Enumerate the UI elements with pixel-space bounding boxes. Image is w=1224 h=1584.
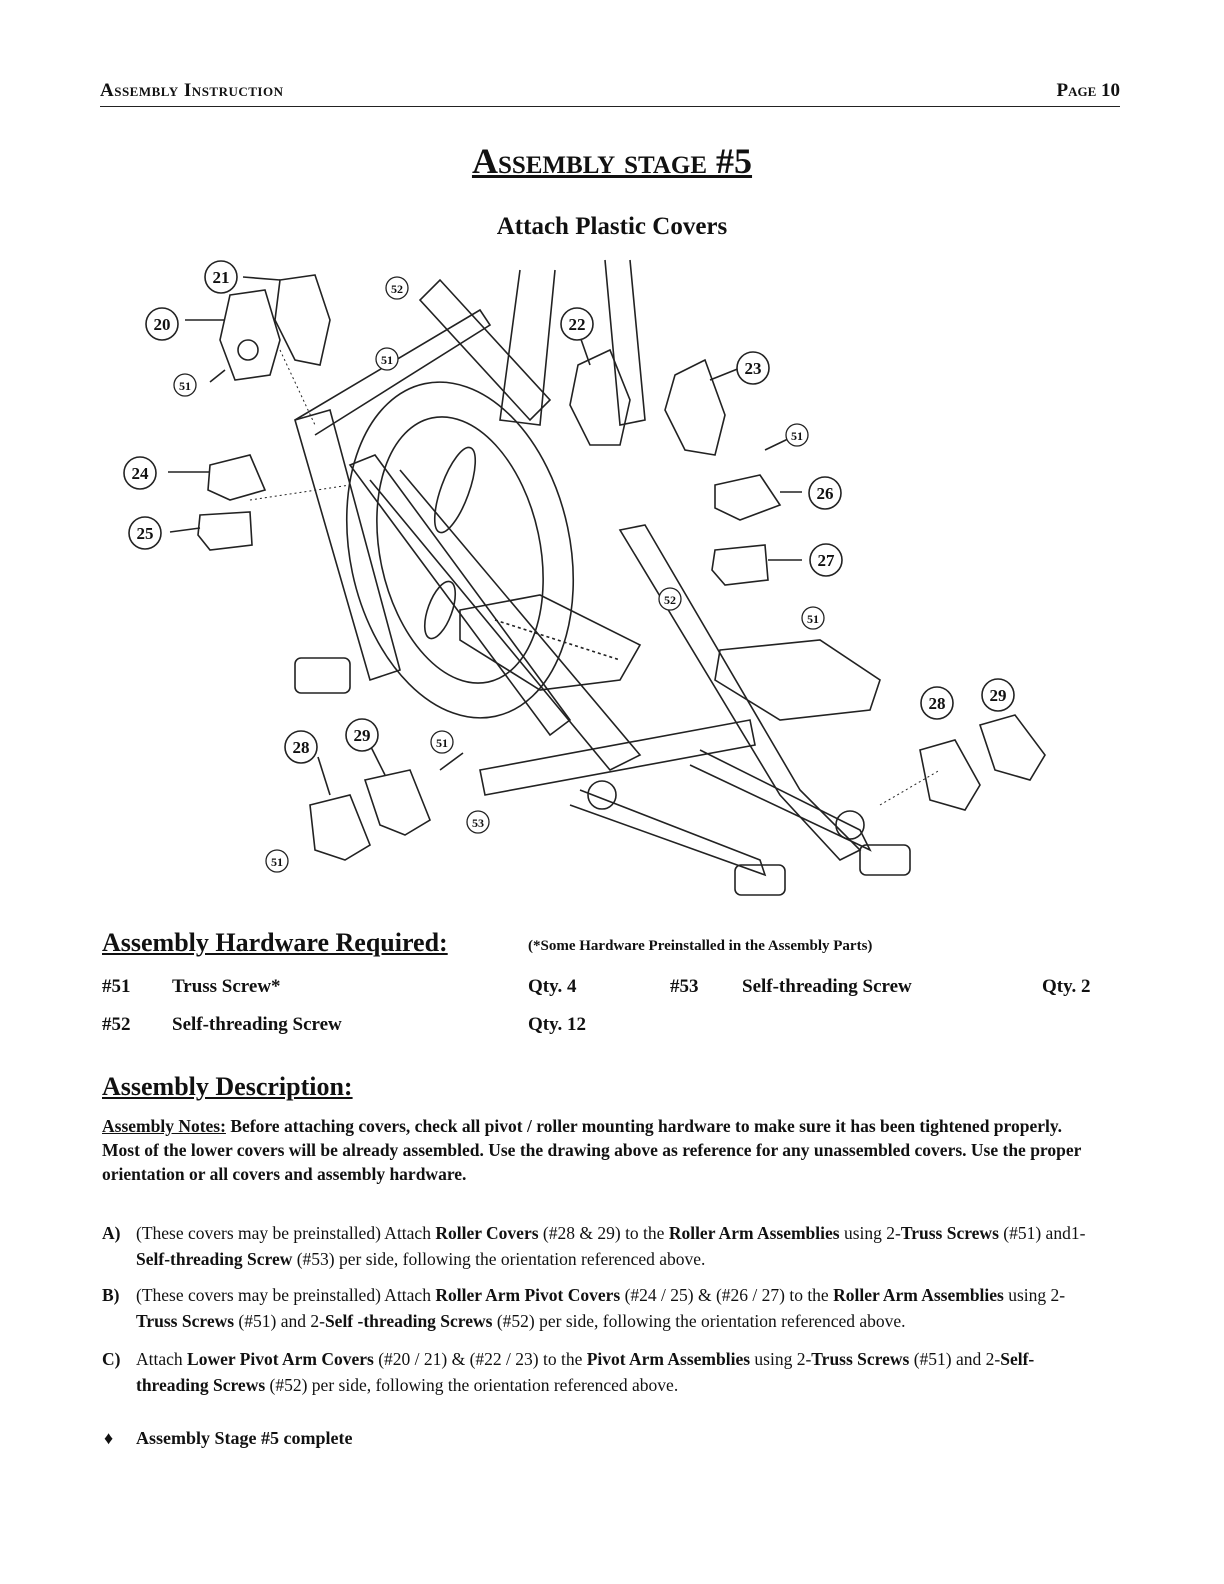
callout-51-f xyxy=(266,850,288,872)
hardware-52-name: Self-threading Screw xyxy=(172,1014,342,1035)
hardware-heading: Assembly Hardware Required: xyxy=(102,928,448,957)
assembly-notes-text: Before attaching covers, check all pivot / roller mounting hardware to make sure it has been tightened properly. Most of the lower covers will be already assembled. Use the drawing above as reference for any unassembled covers. Use the proper orientation or all covers and assembly hardware. xyxy=(102,1116,1082,1184)
cover-28-left xyxy=(310,795,370,860)
cover-21 xyxy=(275,275,330,365)
callout-53 xyxy=(467,811,489,833)
hardware-52-number: #52 xyxy=(102,1014,131,1035)
frame-upright-left xyxy=(420,280,550,420)
cover-27 xyxy=(712,545,768,585)
hardware-52-qty: Qty. 12 xyxy=(528,1014,587,1035)
cover-29-right xyxy=(980,715,1045,780)
callout-27 xyxy=(810,544,842,576)
hardware-51-name: Truss Screw* xyxy=(172,976,281,997)
hardware-53-qty: Qty. 2 xyxy=(1042,976,1091,997)
flywheel-housing xyxy=(317,361,603,739)
hardware-53-name: Self-threading Screw xyxy=(742,976,912,997)
page-header xyxy=(100,80,1120,107)
step-a xyxy=(102,1220,1102,1272)
cover-20 xyxy=(220,290,280,380)
callout-52-mid xyxy=(659,588,681,610)
frame-upright-right xyxy=(605,260,645,425)
callout-28-right xyxy=(921,687,953,719)
callout-29-left xyxy=(346,719,378,751)
callout-28-left-label: 28 xyxy=(292,738,310,757)
cover-28-right xyxy=(920,740,980,810)
callout-25-label: 25 xyxy=(136,524,154,543)
callout-28-right-label: 28 xyxy=(928,694,946,713)
cover-29-left xyxy=(365,770,430,835)
foot-left xyxy=(295,658,350,693)
callout-29-left-label: 29 xyxy=(353,726,371,745)
description-heading: Assembly Description: xyxy=(102,1072,353,1101)
hardware-note: (*Some Hardware Preinstalled in the Assembly Parts) xyxy=(528,938,873,954)
right-pedal xyxy=(715,640,880,720)
cover-24 xyxy=(208,455,265,500)
header-page-number: Page 10 xyxy=(1056,80,1120,101)
callout-20-label: 20 xyxy=(153,315,171,334)
callout-26-label: 26 xyxy=(816,484,834,503)
callout-51-e-label: 51 xyxy=(436,736,448,750)
step-c-text: Attach Lower Pivot Arm Covers (#20 / 21) & (#22 / 23) to the Pivot Arm Assemblies using 2-Truss Screws (#51) and 2-Self-threading Screws (#52) per side, following the orientation referenced above. xyxy=(136,1349,1035,1395)
diamond-bullet-icon: ♦ xyxy=(104,1428,114,1448)
callout-52-mid-label: 52 xyxy=(664,593,676,607)
callout-51-b xyxy=(174,374,196,396)
callout-21-label: 21 xyxy=(212,268,230,287)
step-b-text: (These covers may be preinstalled) Attach Roller Arm Pivot Covers (#24 / 25) & (#26 / 27) to the Roller Arm Assemblies using 2-Truss Screws (#51) and 2-Self -threading Screws (#52) per side, following the orientation referenced above. xyxy=(136,1285,1066,1331)
step-b xyxy=(102,1282,1102,1334)
callout-20 xyxy=(146,308,178,340)
page-title: Assembly stage #5 xyxy=(471,141,753,181)
callout-51-a xyxy=(376,348,398,370)
step-b-letter: B) xyxy=(102,1285,120,1305)
page-subtitle: Attach Plastic Covers xyxy=(496,213,728,240)
cover-26 xyxy=(715,475,780,520)
callout-23-label: 23 xyxy=(744,359,762,378)
callout-25 xyxy=(129,517,161,549)
stage-complete-text: Assembly Stage #5 complete xyxy=(136,1428,353,1448)
hardware-51-qty: Qty. 4 xyxy=(528,976,577,997)
step-c-letter: C) xyxy=(102,1349,121,1369)
callout-24 xyxy=(124,457,156,489)
callout-22-label: 22 xyxy=(568,315,586,334)
step-a-letter: A) xyxy=(102,1223,121,1243)
callout-26 xyxy=(809,477,841,509)
callout-53-label: 53 xyxy=(472,816,484,830)
callout-51-d xyxy=(802,607,824,629)
callout-21 xyxy=(205,261,237,293)
callout-51-c-label: 51 xyxy=(791,429,803,443)
hardware-53-number: #53 xyxy=(670,976,699,997)
callout-51-b-label: 51 xyxy=(179,379,191,393)
callout-51-a-label: 51 xyxy=(381,353,393,367)
cover-22 xyxy=(570,350,630,445)
callout-52-top xyxy=(386,277,408,299)
step-a-text: (These covers may be preinstalled) Attach Roller Covers (#28 & 29) to the Roller Arm Assemblies using 2-Truss Screws (#51) and1-Self-threading Screw (#53) per side, following the orientation referenced above. xyxy=(136,1223,1086,1269)
callout-28-left xyxy=(285,731,317,763)
frame-upright-center xyxy=(500,270,555,425)
callout-51-f-label: 51 xyxy=(271,855,283,869)
callout-51-d-label: 51 xyxy=(807,612,819,626)
callout-23 xyxy=(737,352,769,384)
callout-51-c xyxy=(786,424,808,446)
callout-22 xyxy=(561,308,593,340)
stage-complete-line xyxy=(104,1428,352,1449)
foot-front xyxy=(735,865,785,895)
step-c xyxy=(102,1346,1102,1398)
header-section-title: Assembly Instruction xyxy=(100,80,284,101)
callout-24-label: 24 xyxy=(131,464,149,483)
callout-27-label: 27 xyxy=(817,551,835,570)
callout-29-right xyxy=(982,679,1014,711)
assembly-notes-label: Assembly Notes: xyxy=(102,1116,226,1136)
exploded-assembly-diagram xyxy=(100,250,1120,915)
callout-52-top-label: 52 xyxy=(391,282,403,296)
callout-29-right-label: 29 xyxy=(989,686,1007,705)
cover-25 xyxy=(198,512,252,550)
base-side xyxy=(570,790,765,875)
cover-23 xyxy=(665,360,725,455)
assembly-notes xyxy=(102,1114,1102,1186)
callout-51-e xyxy=(431,731,453,753)
hardware-51-number: #51 xyxy=(102,976,131,997)
